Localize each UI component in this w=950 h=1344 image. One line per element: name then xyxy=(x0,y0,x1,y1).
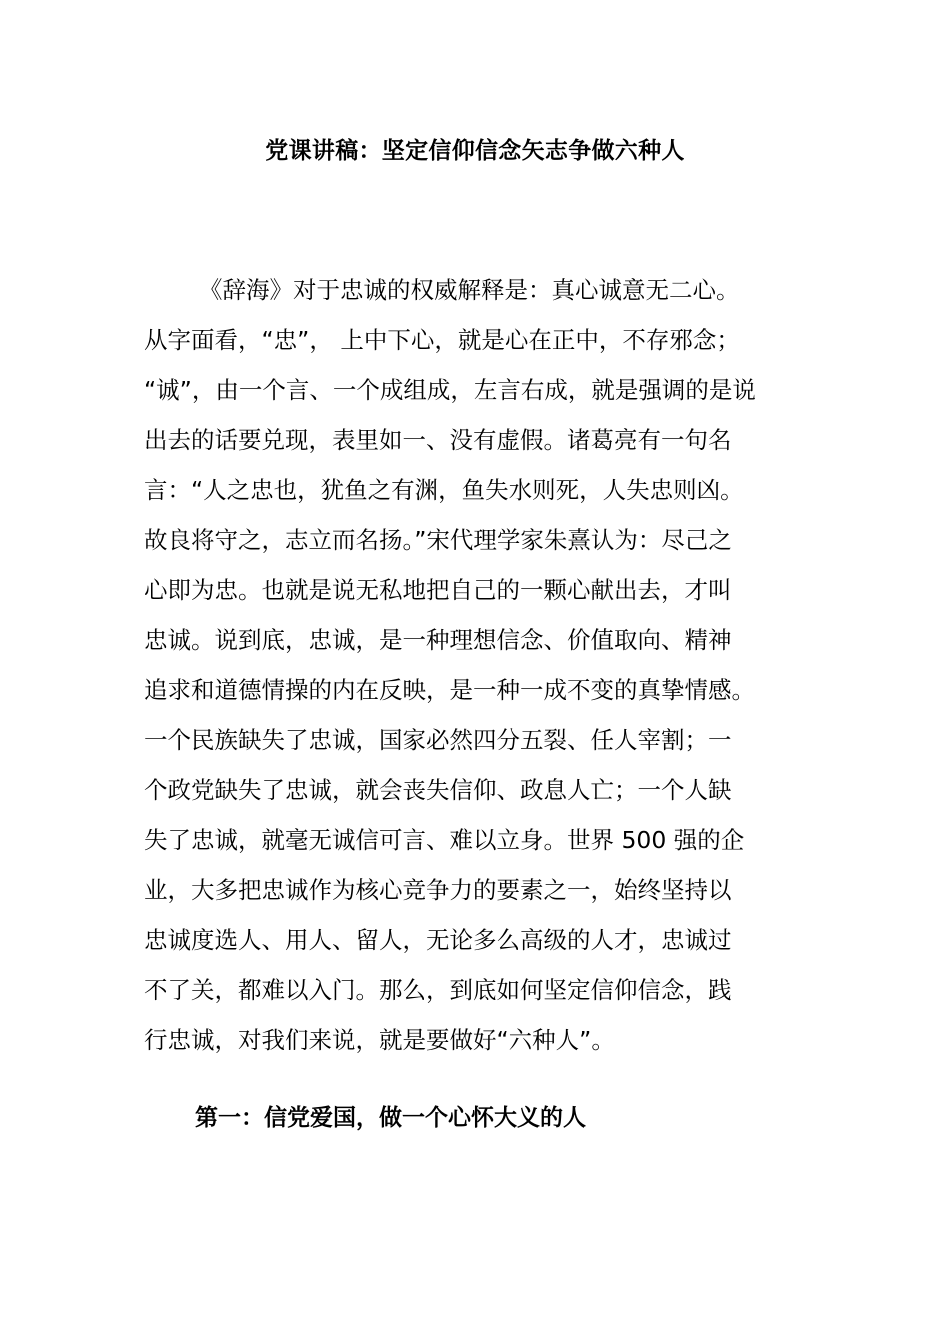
paragraph-line: 一个民族缺失了忠诚，国家必然四分五裂、任人宰割；一 xyxy=(144,726,732,754)
paragraph-line: 《辞海》对于忠诚的权威解释是：真心诚意无二心。 xyxy=(199,276,740,304)
document-title: 党课讲稿：坚定信仰信念矢志争做六种人 xyxy=(265,138,685,164)
paragraph-line: 心即为忠。也就是说无私地把自己的一颗心献出去，才叫 xyxy=(144,576,732,604)
paragraph-line: 从字面看，“忠”， 上中下心，就是心在正中，不存邪念； xyxy=(144,326,740,354)
paragraph-line: 言：“人之忠也，犹鱼之有渊，鱼失水则死，人失忠则凶。 xyxy=(144,476,744,504)
body-paragraph xyxy=(144,265,804,1065)
paragraph-line: 忠诚度选人、用人、留人，无论多么高级的人才，忠诚过 xyxy=(144,926,732,954)
paragraph-line: 不了关，都难以入门。那么，到底如何坚定信仰信念，践 xyxy=(144,976,732,1004)
section-heading: 第一：信党爱国，做一个心怀大义的人 xyxy=(195,1105,586,1131)
paragraph-line: 忠诚。说到底，忠诚，是一种理想信念、价值取向、精神 xyxy=(144,626,732,654)
paragraph-line: 出去的话要兑现，表里如一、没有虚假。诸葛亮有一句名 xyxy=(144,426,732,454)
paragraph-line: “诚”，由一个言、一个成组成，左言右成，就是强调的是说 xyxy=(144,376,756,404)
paragraph-line: 行忠诚，对我们来说，就是要做好“六种人”。 xyxy=(144,1026,615,1054)
paragraph-line: 追求和道德情操的内在反映，是一种一成不变的真挚情感。 xyxy=(144,676,755,704)
paragraph-line: 业，大多把忠诚作为核心竞争力的要素之一，始终坚持以 xyxy=(144,876,732,904)
paragraph-line: 失了忠诚，就毫无诚信可言、难以立身。世界 500 强的企 xyxy=(144,826,745,854)
paragraph-line: 个政党缺失了忠诚，就会丧失信仰、政息人亡；一个人缺 xyxy=(144,776,732,804)
paragraph-line: 故良将守之，志立而名扬。”宋代理学家朱熹认为：尽己之 xyxy=(144,526,732,554)
